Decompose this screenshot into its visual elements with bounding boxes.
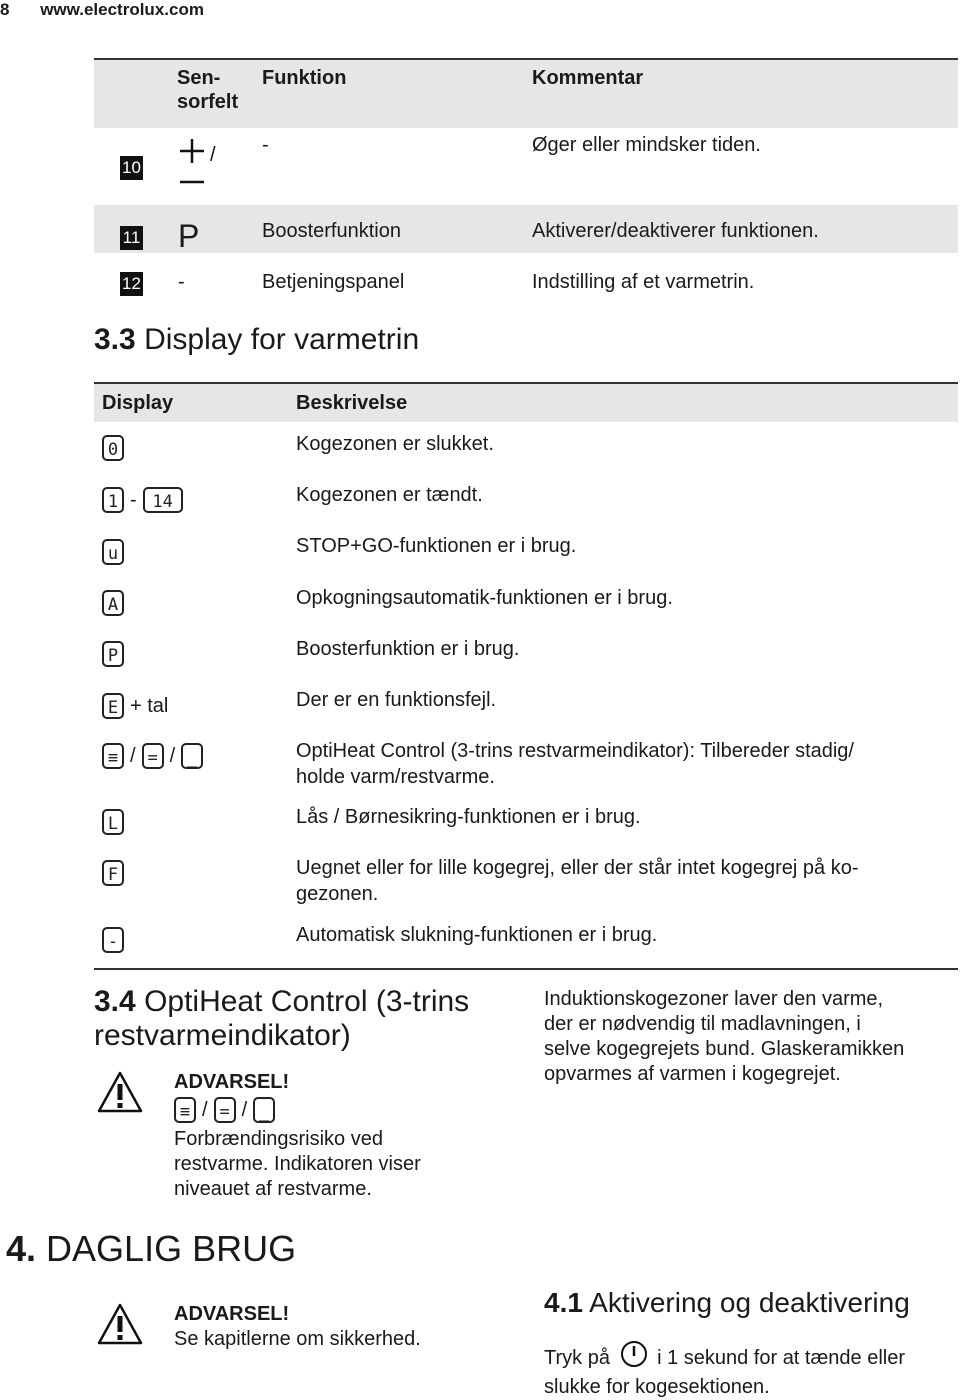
row-comment: Aktiverer/deaktiverer funktionen. (532, 220, 819, 242)
display-glyph: P (102, 640, 124, 667)
row-symbol: - (178, 271, 185, 293)
display-glyph: F (102, 859, 124, 886)
section-3-4-heading (94, 985, 469, 1053)
description: Opkogningsautomatik-funktionen er i brug. (296, 587, 673, 609)
display-table-header-band (94, 384, 958, 422)
section-3-3-heading (94, 323, 419, 357)
col-sensor-header: Sen- sorfelt (177, 67, 239, 113)
warning-block (174, 1070, 421, 1202)
text-after-icon: i 1 sekund for at tænde eller slukke for kogesektionen. (544, 1347, 905, 1398)
page-header (0, 0, 230, 20)
warning-triangle-icon (96, 1302, 144, 1351)
display-glyph: A (102, 589, 124, 616)
description: STOP+GO-funktionen er i brug. (296, 535, 577, 557)
page-number: 8 (0, 0, 10, 19)
row-number-badge: 12 (120, 272, 143, 296)
sensor-table-row-band (94, 204, 958, 253)
section-4-1-text (544, 1340, 954, 1400)
description: Kogezonen er slukket. (296, 433, 494, 455)
chapter-number: 4. (6, 1228, 37, 1269)
display-glyph: - (102, 926, 124, 953)
row-function: - (262, 134, 269, 156)
induction-explanation: Induktionskogezoner laver den varme, der er nødvendig til madlavningen, i selve kogegrejets bund. Glaskeramikken opvarmes af varmen i kogegrejet. (544, 988, 905, 1085)
display-glyph: 1 - 14 (102, 486, 183, 513)
description: Boosterfunktion er i brug. (296, 638, 520, 660)
row-comment: Øger eller mindsker tiden. (532, 134, 761, 156)
section-number: 3.3 (94, 323, 136, 356)
display-glyph: 0 (102, 434, 124, 461)
description: Kogezonen er tændt. (296, 484, 483, 506)
description: Uegnet eller for lille kogegrej, eller der står intet kogegrej på ko- gezonen. (296, 857, 859, 905)
section-title: Display for varmetrin (144, 323, 420, 356)
text-before-icon: Tryk på (544, 1347, 610, 1369)
plus-minus-icon (178, 136, 222, 196)
display-table (94, 382, 958, 970)
warning-title: ADVARSEL! (174, 1071, 290, 1093)
svg-text:/: / (210, 144, 216, 166)
display-glyph: E + tal (102, 692, 168, 719)
description: Der er en funktionsfejl. (296, 689, 497, 711)
section-title-line2: restvarmeindikator) (94, 1019, 351, 1052)
col-display-header: Display (102, 392, 174, 414)
row-number-badge: 10 (120, 156, 143, 180)
description: Lås / Børnesikring-funktionen er i brug. (296, 806, 641, 828)
chapter-4-heading (6, 1228, 296, 1270)
chapter-title: DAGLIG BRUG (46, 1228, 297, 1269)
row-function: Betjeningspanel (262, 271, 405, 293)
optiheat-glyphs: ≡ / = / _ (174, 1097, 421, 1123)
description: Automatisk slukning-funktionen er i brug. (296, 924, 658, 946)
display-glyph: u (102, 538, 124, 565)
section-title: Aktivering og deaktivering (589, 1287, 910, 1318)
warning-text: Forbrændingsrisiko ved restvarme. Indikatoren viser niveauet af restvarme. (174, 1128, 421, 1200)
section-4-1-heading (544, 1287, 910, 1319)
warning-block (174, 1302, 421, 1352)
section-number: 3.4 (94, 985, 136, 1018)
description: OptiHeat Control (3-trins restvarmeindikator): Tilbereder stadig/ holde varm/restvarme. (296, 740, 854, 788)
row-comment: Indstilling af et varmetrin. (532, 271, 755, 293)
sensor-table (94, 58, 958, 316)
warning-triangle-icon (96, 1070, 144, 1119)
col-description-header: Beskrivelse (296, 392, 408, 414)
row-number-badge: 11 (120, 226, 143, 250)
col-function-header: Funktion (262, 67, 347, 89)
booster-p-icon: P (178, 218, 200, 254)
col-comment-header: Kommentar (532, 67, 644, 89)
display-glyph: ≡ / = / _ (102, 742, 203, 769)
section-title-line1: OptiHeat Control (3-trins (144, 985, 470, 1018)
website-link[interactable]: www.electrolux.com (40, 0, 204, 19)
power-icon (620, 1340, 648, 1375)
display-glyph: L (102, 808, 124, 835)
row-function: Boosterfunktion (262, 220, 401, 242)
section-number: 4.1 (544, 1287, 583, 1318)
warning-text: Se kapitlerne om sikkerhed. (174, 1328, 421, 1350)
warning-title: ADVARSEL! (174, 1303, 290, 1325)
